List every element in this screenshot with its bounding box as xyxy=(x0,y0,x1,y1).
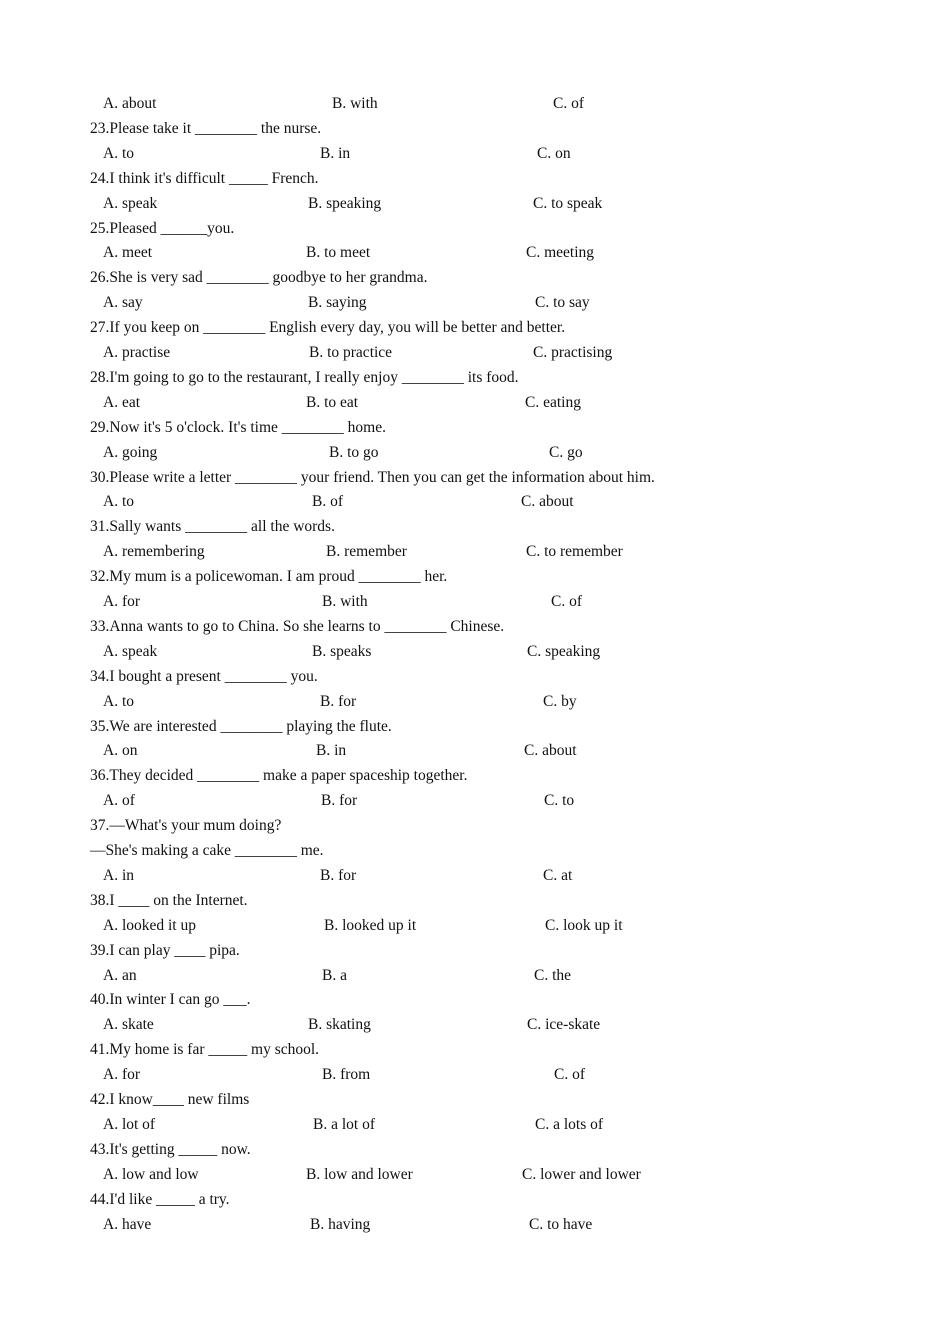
option-b: B. a xyxy=(322,966,347,984)
options-line xyxy=(0,1212,950,1237)
option-c: C. practising xyxy=(533,344,613,361)
option-a: A. of xyxy=(103,792,135,810)
options-line xyxy=(0,963,950,988)
question-line xyxy=(0,664,950,689)
option-a: A. speak xyxy=(103,642,158,660)
option-b: B. for xyxy=(320,692,357,710)
question-text: 42.I know____ new films xyxy=(90,1091,250,1108)
option-a: A. have xyxy=(103,1215,152,1233)
option-a: A. say xyxy=(103,294,143,312)
question-text: 29.Now it's 5 o'clock. It's time ________ home. xyxy=(90,418,386,436)
options-line xyxy=(0,290,950,315)
question-line xyxy=(0,465,950,490)
question-line xyxy=(0,365,950,390)
question-line xyxy=(0,315,950,340)
option-c: C. on xyxy=(537,144,571,162)
option-c: C. meeting xyxy=(526,244,595,262)
options-line xyxy=(0,1162,950,1187)
option-a: A. about xyxy=(103,95,157,112)
question-text: 36.They decided ________ make a paper spaceship together. xyxy=(90,767,468,785)
option-a: A. going xyxy=(103,443,158,461)
option-c: C. to speak xyxy=(533,194,603,212)
question-text: 24.I think it's difficult _____ French. xyxy=(90,169,319,187)
question-line xyxy=(0,763,950,788)
question-text: 33.Anna wants to go to China. So she learns to ________ Chinese. xyxy=(90,617,505,635)
option-c: C. go xyxy=(549,443,583,461)
options-line xyxy=(0,191,950,216)
option-c: C. a lots of xyxy=(535,1115,604,1133)
option-c: C. of xyxy=(554,1066,585,1084)
question-text: 26.She is very sad ________ goodbye to her grandma. xyxy=(90,269,428,287)
question-line xyxy=(0,938,950,963)
option-b: B. a lot of xyxy=(313,1115,375,1133)
option-c: C. speaking xyxy=(527,642,601,660)
options-line xyxy=(0,1112,950,1137)
option-a: A. remembering xyxy=(103,543,205,561)
option-a: A. low and low xyxy=(103,1165,199,1183)
question-line xyxy=(0,888,950,913)
option-b: B. in xyxy=(320,144,351,162)
question-text: 28.I'm going to go to the restaurant, I really enjoy ________ its food. xyxy=(90,368,519,386)
question-text: 41.My home is far _____ my school. xyxy=(90,1041,320,1059)
question-line xyxy=(0,514,950,539)
question-line xyxy=(0,813,950,838)
question-line xyxy=(0,216,950,241)
option-a: A. skate xyxy=(103,1016,154,1034)
question-text: 38.I ____ on the Internet. xyxy=(90,891,248,909)
options-line xyxy=(0,689,950,714)
option-b: B. remember xyxy=(326,543,407,561)
question-line xyxy=(0,987,950,1012)
question-line xyxy=(0,564,950,589)
option-c: C. at xyxy=(543,866,573,884)
option-b: B. looked up it xyxy=(324,916,417,934)
question-line xyxy=(0,1087,950,1112)
option-b: B. to meet xyxy=(306,244,371,262)
option-c: C. to say xyxy=(535,294,590,312)
question-text: 39.I can play ____ pipa. xyxy=(90,941,240,959)
option-a: A. for xyxy=(103,593,141,610)
options-line xyxy=(0,1012,950,1037)
question-text: 37.—What's your mum doing? xyxy=(90,817,282,835)
question-line xyxy=(0,415,950,440)
option-b: B. having xyxy=(310,1215,371,1233)
option-c: C. about xyxy=(521,493,574,511)
option-c: C. by xyxy=(543,692,577,710)
option-b: B. of xyxy=(312,493,343,511)
option-a: A. eat xyxy=(103,393,141,411)
option-c: C. of xyxy=(551,593,582,610)
option-b: B. to eat xyxy=(306,393,359,411)
option-a: A. on xyxy=(103,742,138,760)
option-a: A. lot of xyxy=(103,1115,156,1133)
option-c: C. to remember xyxy=(526,543,623,561)
options-line xyxy=(0,539,950,564)
options-line xyxy=(0,489,950,514)
option-c: C. to xyxy=(544,792,575,810)
option-a: A. practise xyxy=(103,344,171,361)
option-b: B. speaks xyxy=(312,642,372,660)
options-line xyxy=(0,788,950,813)
question-text: 40.In winter I can go ___. xyxy=(90,991,251,1009)
option-c: C. the xyxy=(534,966,572,984)
option-a: A. to xyxy=(103,144,134,162)
options-line xyxy=(0,390,950,415)
options-line xyxy=(0,141,950,166)
option-b: B. speaking xyxy=(308,194,382,212)
options-line xyxy=(0,340,950,365)
question-text: 34.I bought a present ________ you. xyxy=(90,667,318,685)
option-b: B. with xyxy=(322,593,368,610)
option-c: C. lower and lower xyxy=(522,1165,641,1183)
question-line xyxy=(0,838,950,863)
question-text: 23.Please take it ________ the nurse. xyxy=(90,119,322,137)
question-text: 30.Please write a letter ________ your friend. Then you can get the information about him. xyxy=(90,468,655,486)
question-text: 44.I'd like _____ a try. xyxy=(90,1190,230,1208)
option-c: C. about xyxy=(524,742,577,760)
option-c: C. of xyxy=(553,95,584,112)
options-line xyxy=(0,1062,950,1087)
question-text: 32.My mum is a policewoman. I am proud ________ her. xyxy=(90,568,448,586)
option-c: C. look up it xyxy=(545,916,623,934)
question-text: 31.Sally wants ________ all the words. xyxy=(90,518,335,536)
option-b: B. in xyxy=(316,742,347,760)
options-line xyxy=(0,240,950,265)
option-b: B. for xyxy=(321,792,358,810)
question-line xyxy=(0,714,950,739)
options-line xyxy=(0,738,950,763)
option-b: B. for xyxy=(320,866,357,884)
option-a: A. an xyxy=(103,966,137,984)
question-line xyxy=(0,116,950,141)
options-line xyxy=(0,639,950,664)
question-line xyxy=(0,1137,950,1162)
options-line xyxy=(0,913,950,938)
question-line xyxy=(0,265,950,290)
options-line xyxy=(0,863,950,888)
question-line xyxy=(0,166,950,191)
option-a: A. in xyxy=(103,866,134,884)
option-c: C. ice-skate xyxy=(527,1016,601,1034)
option-b: B. skating xyxy=(308,1016,371,1034)
option-b: B. to go xyxy=(329,443,379,461)
question-text: 35.We are interested ________ playing the flute. xyxy=(90,717,392,735)
options-line xyxy=(0,440,950,465)
question-line xyxy=(0,1037,950,1062)
option-a: A. for xyxy=(103,1066,141,1084)
question-line xyxy=(0,1187,950,1212)
option-b: B. low and lower xyxy=(306,1165,413,1183)
option-a: A. speak xyxy=(103,194,158,212)
option-a: A. meet xyxy=(103,244,153,262)
options-line xyxy=(0,91,950,116)
question-line xyxy=(0,614,950,639)
option-b: B. saying xyxy=(308,294,367,312)
question-text: —She's making a cake ________ me. xyxy=(90,842,324,859)
option-b: B. with xyxy=(332,95,378,112)
option-a: A. to xyxy=(103,692,134,710)
option-a: A. to xyxy=(103,493,134,511)
option-c: C. eating xyxy=(525,393,581,411)
option-a: A. looked it up xyxy=(103,916,196,934)
question-text: 25.Pleased ______you. xyxy=(90,219,235,237)
question-text: 43.It's getting _____ now. xyxy=(90,1140,251,1158)
option-c: C. to have xyxy=(529,1215,593,1233)
option-b: B. from xyxy=(322,1066,371,1084)
options-line xyxy=(0,589,950,614)
option-b: B. to practice xyxy=(309,344,393,361)
question-text: 27.If you keep on ________ English every day, you will be better and better. xyxy=(90,319,566,337)
